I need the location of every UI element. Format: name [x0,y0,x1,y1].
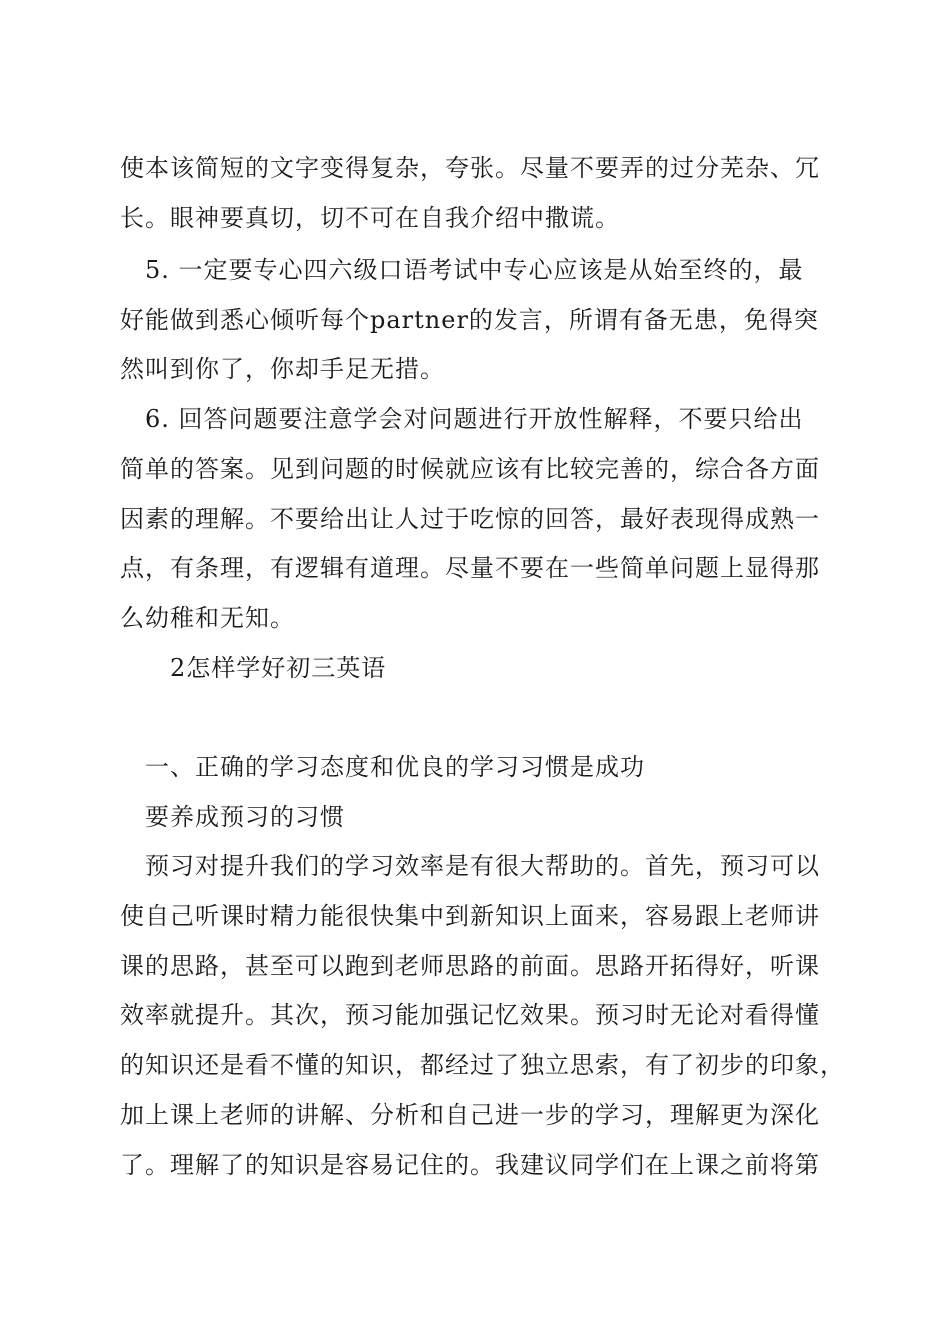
body-text-line: 简单的答案。见到问题的时候就应该有比较完善的，综合各方面 [120,455,820,483]
body-text-line: 使自己听课时精力能很快集中到新知识上面来，容易跟上老师讲 [120,902,820,930]
list-item-6-line: 6. 回答问题要注意学会对问题进行开放性解释，不要只给出 [145,405,804,433]
body-text-line: 了。理解了的知识是容易记住的。我建议同学们在上课之前将第 [120,1151,820,1179]
section-heading: 2怎样学好初三英语 [170,654,387,682]
body-text-line: 然叫到你了，你却手足无措。 [120,355,445,383]
body-text-line: 使本该简短的文字变得复杂，夸张。尽量不要弄的过分芜杂、冗 [120,154,820,182]
body-text-line: 课的思路，甚至可以跑到老师思路的前面。思路开拓得好，听课 [120,952,820,980]
body-text-line: 点，有条理，有逻辑有道理。尽量不要在一些简单问题上显得那 [120,554,820,582]
body-text-line: 效率就提升。其次，预习能加强记忆效果。预习时无论对看得懂 [120,1001,820,1029]
body-text-line: 预习对提升我们的学习效率是有很大帮助的。首先，预习可以 [145,852,820,880]
subsection-heading: 一、正确的学习态度和优良的学习习惯是成功 [145,753,645,781]
body-text-line: 加上课上老师的讲解、分析和自己进一步的学习，理解更为深化 [120,1101,820,1129]
subsection-heading: 要养成预习的习惯 [145,803,345,831]
body-text-line: 长。眼神要真切，切不可在自我介绍中撒谎。 [120,204,620,232]
body-text-line: 么幼稚和无知。 [120,604,295,632]
body-text-line: 好能做到悉心倾听每个partner的发言，所谓有备无患，免得突 [120,306,819,334]
body-text-line: 因素的理解。不要给出让人过于吃惊的回答，最好表现得成熟一 [120,505,820,533]
list-item-5-line: 5. 一定要专心四六级口语考试中专心应该是从始至终的，最 [145,256,804,284]
body-text-line: 的知识还是看不懂的知识，都经过了独立思索，有了初步的印象， [120,1051,845,1079]
